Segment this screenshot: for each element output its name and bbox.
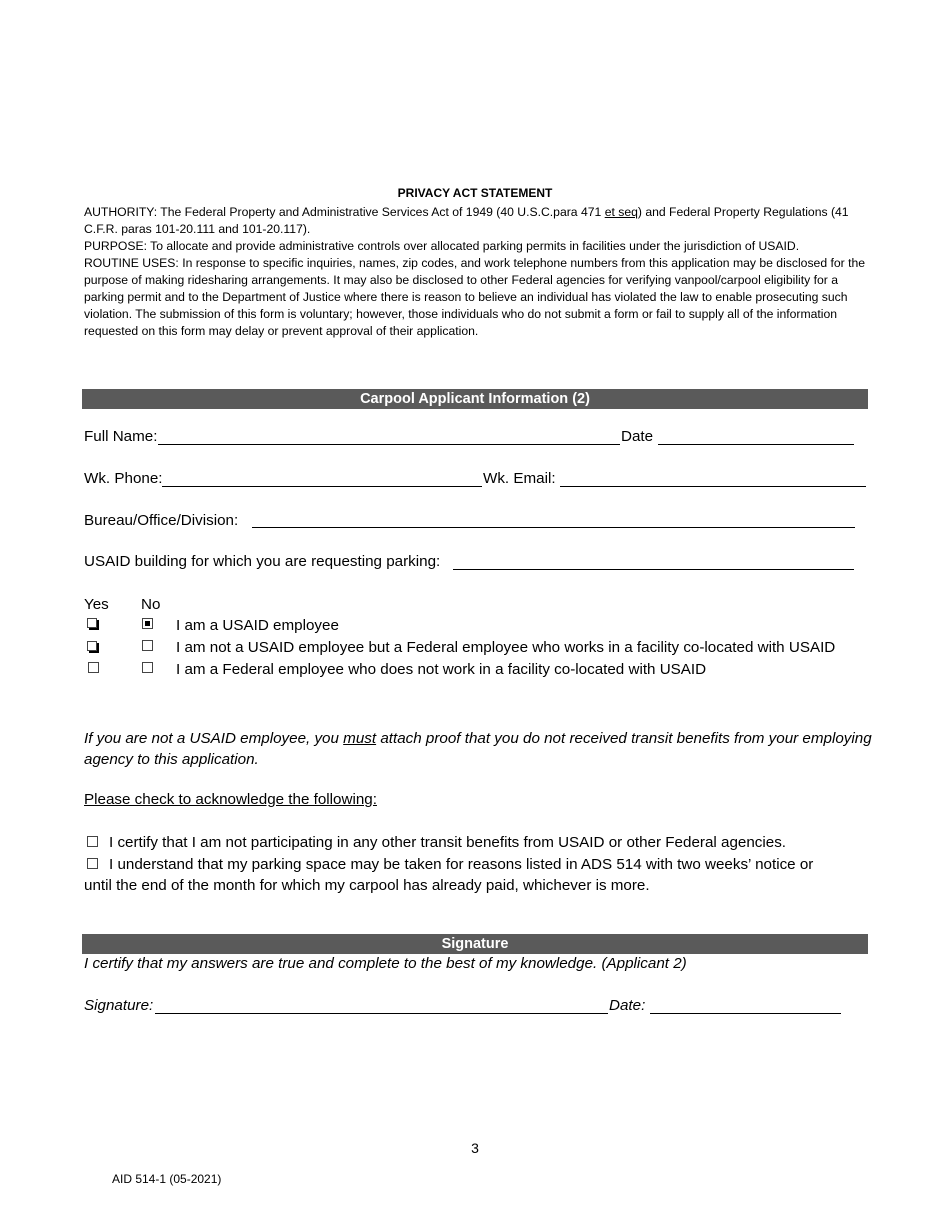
bureau-field[interactable] (252, 527, 855, 528)
page-number: 3 (471, 1140, 479, 1156)
non-usaid-notice: If you are not a USAID employee, you must attach proof that you do not received transit benefits from your employing agency to this application. (84, 730, 872, 768)
yes-column-label: Yes (84, 596, 109, 613)
no-checkbox-not-colocated[interactable] (142, 662, 153, 673)
statement-colocated: I am not a USAID employee but a Federal employee who works in a facility co-located with USAID (176, 639, 836, 656)
signature-section-header: Signature (82, 934, 868, 954)
statement-not-colocated: I am a Federal employee who does not work in a facility co-located with USAID (176, 661, 707, 678)
no-checkbox-usaid-employee[interactable] (142, 618, 153, 629)
signature-field[interactable] (155, 1013, 608, 1014)
wk-email-label: Wk. Email: (483, 470, 556, 487)
ack-parking-text-cont: until the end of the month for which my carpool has already paid, whichever is more. (84, 877, 650, 894)
building-field[interactable] (453, 569, 854, 570)
signature-label: Signature: (84, 997, 154, 1014)
form-id: AID 514-1 (05-2021) (112, 1172, 222, 1186)
authority-text: AUTHORITY: The Federal Property and Administrative Services Act of 1949 (40 U.S.C.para 471 et seq) and Federal Property Regulations (41 C.F.R. paras 101-20.111 and 101-20.117). (84, 205, 849, 236)
no-checkbox-colocated[interactable] (142, 640, 153, 651)
wk-phone-label: Wk. Phone: (84, 470, 163, 487)
ack-parking-checkbox[interactable] (87, 858, 98, 869)
statement-usaid-employee: I am a USAID employee (176, 617, 339, 634)
building-label: USAID building for which you are requesting parking: (84, 553, 441, 570)
applicant-section-header: Carpool Applicant Information (2) (82, 389, 868, 409)
wk-email-field[interactable] (560, 486, 866, 487)
wk-phone-field[interactable] (162, 486, 482, 487)
bureau-label: Bureau/Office/Division: (84, 512, 239, 529)
date-field[interactable] (658, 444, 854, 445)
yes-checkbox-usaid-employee[interactable] (87, 618, 97, 628)
full-name-label: Full Name: (84, 428, 158, 445)
signature-date-field[interactable] (650, 1013, 841, 1014)
certify-statement: I certify that my answers are true and complete to the best of my knowledge. (Applicant 2) (84, 955, 687, 972)
full-name-field[interactable] (158, 444, 620, 445)
ack-transit-text: I certify that I am not participating in any other transit benefits from USAID or other Federal agencies. (109, 834, 787, 851)
no-column-label: No (141, 596, 161, 613)
privacy-title: PRIVACY ACT STATEMENT (397, 186, 553, 200)
yes-checkbox-colocated[interactable] (87, 641, 97, 651)
ack-transit-checkbox[interactable] (87, 836, 98, 847)
purpose-text: PURPOSE: To allocate and provide administrative controls over allocated parking permits in facilities under the jurisdiction of USAID. (84, 239, 800, 253)
yes-checkbox-not-colocated[interactable] (88, 662, 99, 673)
routine-uses-text: ROUTINE USES: In response to specific inquiries, names, zip codes, and work telephone numbers from this application may be disclosed for the purpose of making ridesharing arrangements. It may also be disclosed to other Federal agencies for verifying vanpool/carpool eligibility for a parking permit and to the Department of Justice where there is reason to believe an individual has violated the law to enable prosecuting such violation. The submission of this form is voluntary; however, those individuals who do not submit a form or fail to supply all of the information requested on this form may delay or prevent approval of their application. (84, 256, 866, 338)
signature-date-label: Date: (609, 997, 646, 1014)
ack-parking-text: I understand that my parking space may be taken for reasons listed in ADS 514 with two weeks’ notice or (109, 856, 814, 873)
acknowledge-title: Please check to acknowledge the following: (84, 791, 377, 808)
date-label: Date (621, 428, 654, 445)
privacy-statement (84, 204, 868, 340)
